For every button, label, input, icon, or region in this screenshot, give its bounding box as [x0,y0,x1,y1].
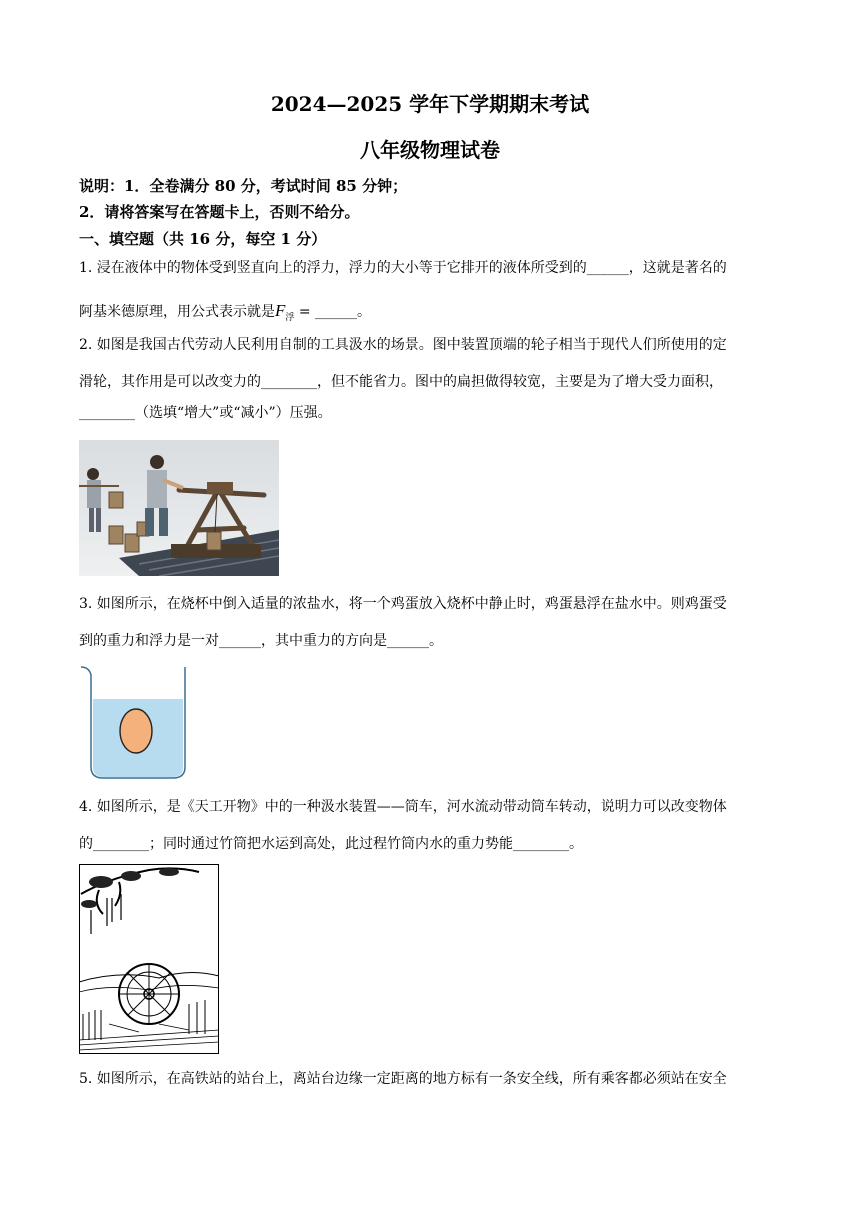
q2-line-3: ________（选填“增大”或“减小”）压强。 [79,405,332,421]
q4-line-1: 4. 如图所示，是《天工开物》中的一种汲水装置——筒车，河水流动带动筒车转动，说明力可以改变物体 [79,799,727,815]
q2-line-1: 2. 如图是我国古代劳动人民利用自制的工具汲水的场景。图中装置顶端的轮子相当于现代人们所使用的定 [79,337,727,353]
q4-line-2: 的________；同时通过竹筒把水运到高处，此过程竹筒内水的重力势能________。 [79,836,583,852]
section-heading: 一、填空题（共 16 分，每空 1 分） [79,230,327,248]
water-wheel-illustration [79,864,219,1054]
formula-subscript: 浮 [285,313,295,323]
exam-title: 2024—2025 学年下学期期末考试 [270,92,590,116]
q3-line-2: 到的重力和浮力是一对______，其中重力的方向是______。 [79,633,443,649]
q1-line-2 [79,301,781,328]
q1-line-1: 1. 浸在液体中的物体受到竖直向上的浮力，浮力的大小等于它排开的液体所受到的______，这就是著名的 [79,260,727,276]
formula-variable: F [275,301,286,320]
q3-line-1: 3. 如图所示，在烧杯中倒入适量的浓盐水，将一个鸡蛋放入烧杯中静止时，鸡蛋悬浮在盐水中。则鸡蛋受 [79,596,727,612]
q1-line-2-prefix: 阿基米德原理，用公式表示就是 [79,304,275,320]
exam-subtitle: 八年级物理试卷 [360,138,500,162]
beaker-egg-diagram [79,663,189,781]
q5-line-1: 5. 如图所示，在高铁站的站台上，离站台边缘一定距离的地方标有一条安全线，所有乘客都必须站在安全 [79,1071,727,1087]
well-drawing-illustration [79,440,279,576]
instruction-line-1: 说明：1．全卷满分 80 分，考试时间 85 分钟； [79,177,408,195]
q2-line-2: 滑轮，其作用是可以改变力的________，但不能省力。图中的扁担做得较宽，主要是为了增大受力面积， [79,374,723,390]
q1-line-2-suffix: = ______。 [294,304,372,320]
instruction-line-2: 2．请将答案写在答题卡上，否则不给分。 [79,203,360,221]
